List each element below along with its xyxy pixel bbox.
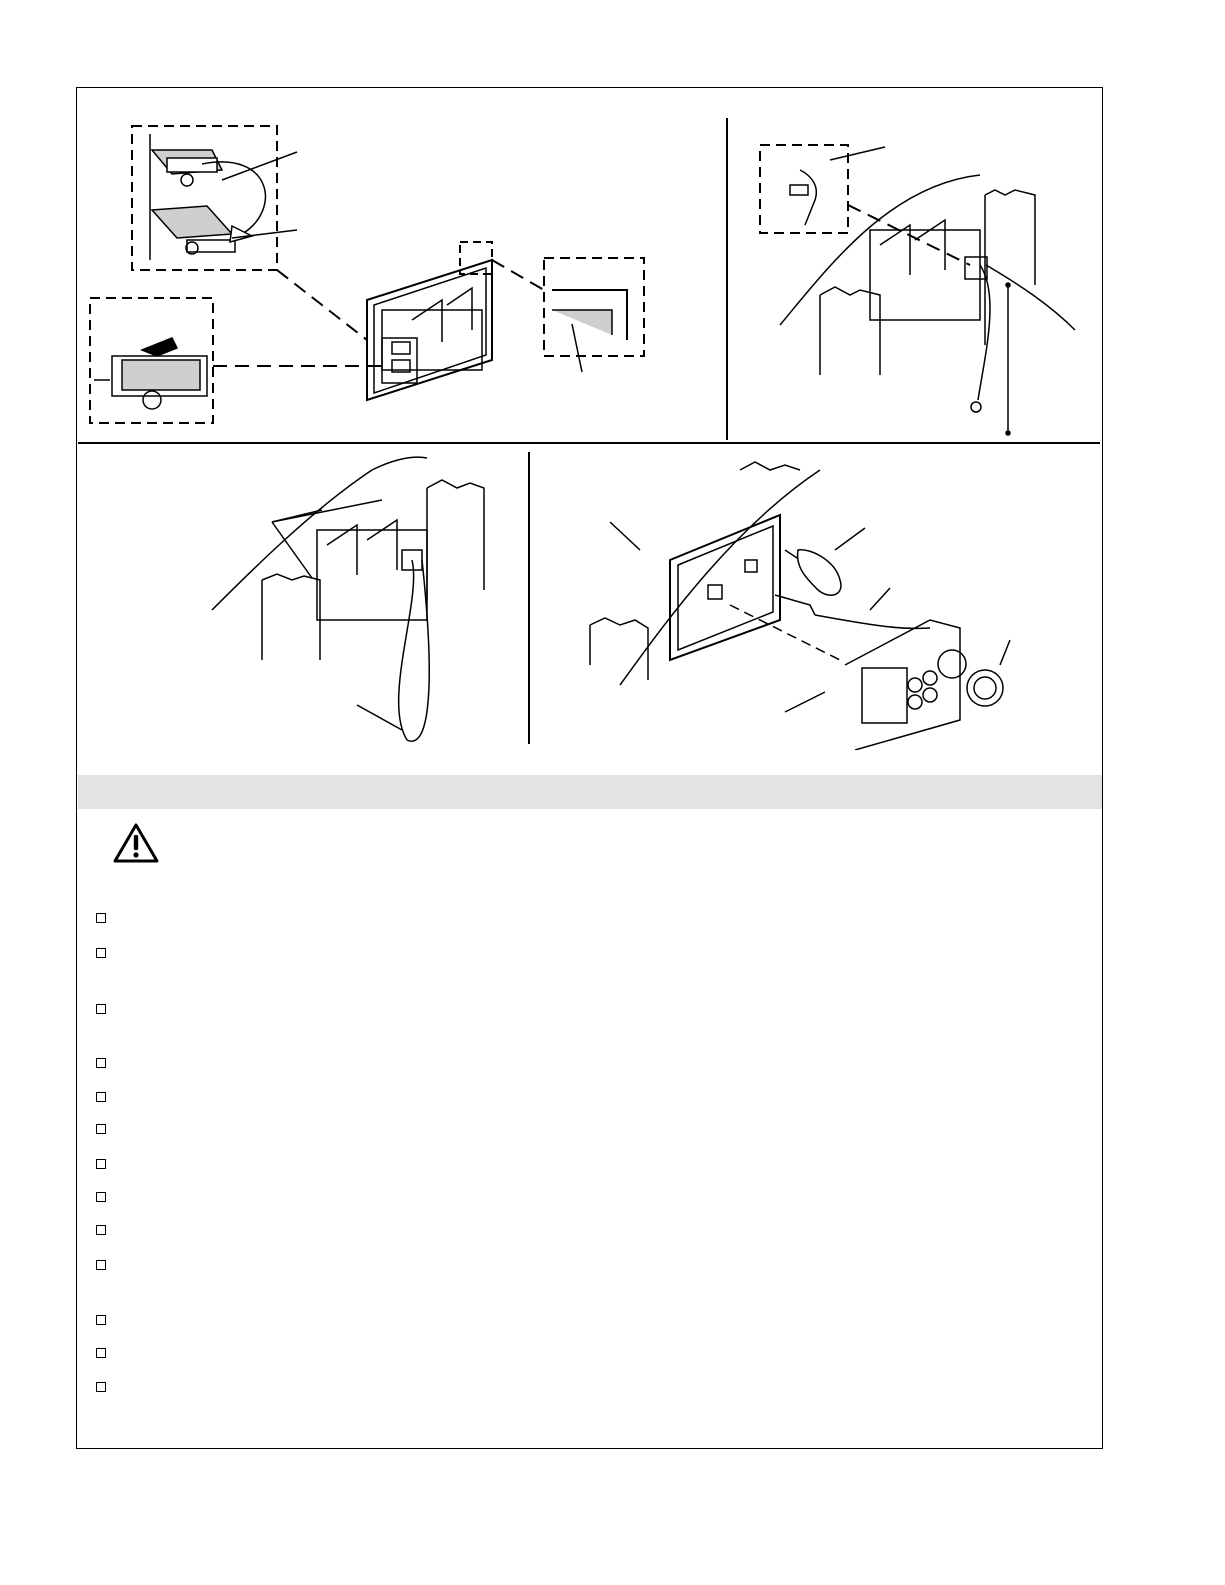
illustration-controller-install <box>540 450 1095 750</box>
checkbox-square-icon <box>96 1315 106 1325</box>
checkbox-square-icon <box>96 948 106 958</box>
checkbox-square-icon <box>96 1260 106 1270</box>
section-header-bar <box>78 775 1102 809</box>
checkbox-square-icon <box>96 1225 106 1235</box>
checkbox-square-icon <box>96 1159 106 1169</box>
divider-top-vertical <box>726 118 728 440</box>
checkbox-square-icon <box>96 1382 106 1392</box>
checkbox-square-icon <box>96 1348 106 1358</box>
divider-bottom-vertical <box>528 452 530 744</box>
checkbox-square-icon <box>96 1124 106 1134</box>
illustration-valve-cable <box>82 450 522 750</box>
checkbox-square-icon <box>96 1192 106 1202</box>
checkbox-square-icon <box>96 1058 106 1068</box>
checkbox-square-icon <box>96 1092 106 1102</box>
checkbox-square-icon <box>96 913 106 923</box>
divider-middle-horizontal <box>78 442 1100 444</box>
checkbox-square-icon <box>96 1004 106 1014</box>
illustration-cable-routing <box>740 115 1095 440</box>
illustration-frame-gasket <box>82 110 722 440</box>
warning-triangle-icon <box>112 822 160 864</box>
